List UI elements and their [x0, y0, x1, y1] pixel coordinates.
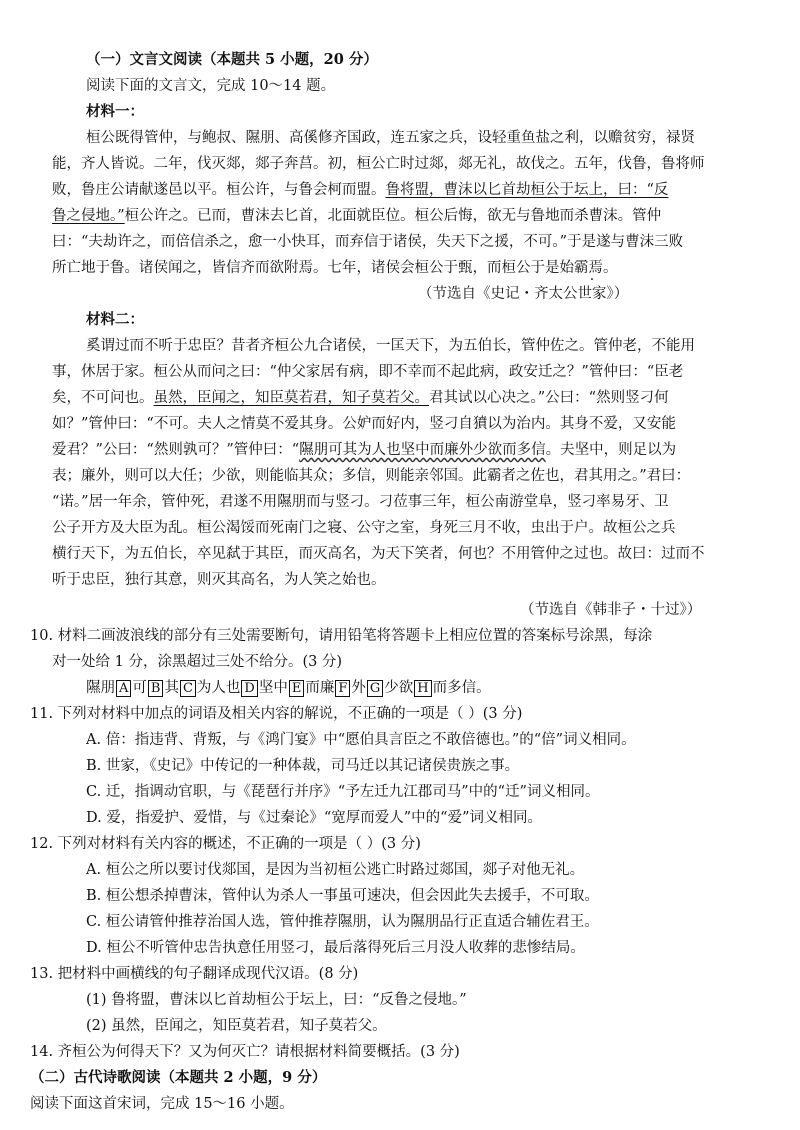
section1-heading: （一）文言文阅读（本题共 5 小题，20 分）: [86, 51, 378, 68]
break-mark-f[interactable]: F: [335, 680, 350, 697]
break-mark-c[interactable]: C: [180, 680, 196, 697]
material1-label: 材料一：: [86, 103, 144, 120]
material1-line: 能，齐人皆说。二年，伐灭郯，郯子奔莒。初，桓公亡时过郯，郯无礼，故伐之。五年，伐鲁，鲁将师: [52, 156, 705, 172]
material2-line: 奚谓过而不听于忠臣？昔者齐桓公九合诸侯，一匡天下，为五伯长，管仲佐之。管仲老，不能用: [86, 338, 695, 354]
material1-line: 所亡地于鲁。诸侯闻之，皆信齐而欲附焉。七年，诸侯会桓公于甄，而桓公于是始霸焉。: [52, 260, 618, 276]
q10-segment: 坚中: [258, 680, 288, 696]
break-mark-h[interactable]: H: [414, 680, 431, 697]
material2-line: [52, 440, 676, 460]
break-mark-b[interactable]: B: [148, 680, 164, 697]
q10-segment: 隰朋: [86, 680, 115, 696]
q10-segment: 少欲: [384, 680, 414, 696]
q10-stem: 10. 材料二画波浪线的部分有三处需要断句，请用铅笔将答题卡上相应位置的答案标号涂黑，每涂: [30, 628, 653, 644]
underlined-sentence: 鲁之侵地。”: [52, 208, 125, 224]
q10-stem: 对一处给 1 分，涂黑超过三处不给分。(3 分): [52, 654, 343, 670]
source-text: （节选自《史记・齐太公: [418, 286, 578, 302]
material2-label: 材料二：: [86, 311, 144, 328]
dotted-word: 世家: [577, 286, 607, 302]
q11-option-d[interactable]: D. 爱，指爱护、爱惜，与《过秦论》“宽厚而爱人”中的“爱”词义相同。: [86, 810, 542, 826]
q14-stem: 14. 齐桓公为何得天下？又为何灭亡？请根据材料简要概括。(3 分): [30, 1044, 460, 1060]
material1-line: [52, 180, 668, 200]
material2-text: 矣，不可问也。: [52, 390, 154, 406]
material2-line: 事，休居于家。桓公从而问之曰：“仲父家居有病，即不幸而不起此病，政安迁之？”管仲曰：“臣老: [52, 364, 684, 380]
material1-text: 桓公许之。已而，曹沫去匕首，北面就臣位。桓公后悔，欲无与鲁地而杀曹沫。管仲: [124, 208, 662, 224]
material2-text: 君其试以心决之。”公曰：“然则竖刁何: [429, 390, 669, 406]
material2-text: 爱君？”公曰：“然则孰可？”管仲曰：“: [52, 442, 300, 458]
material2-line: 横行天下，为五伯长，卒见弑于其臣，而灭高名，为天下笑者，何也？不用管仲之过也。故曰：过而不: [52, 546, 705, 562]
q10-segment: 其: [164, 680, 179, 696]
q12-option-a[interactable]: A. 桓公之所以要讨伐郯国，是因为当初桓公逃亡时路过郯国，郯子对他无礼。: [86, 862, 585, 878]
material2-source: （节选自《韩非子・十过》）: [520, 602, 702, 618]
material1-line: 桓公既得管仲，与鲍叔、隰朋、高傒修齐国政，连五家之兵，设轻重鱼盐之利，以赡贫穷，禄贤: [86, 130, 695, 146]
material2-line: [52, 388, 669, 408]
q12-option-c[interactable]: C. 桓公请管仲推荐治国人选，管仲推荐隰朋，认为隰朋品行正直适合辅佐君王。: [86, 914, 599, 930]
material1-source: [418, 284, 628, 304]
q12-option-d[interactable]: D. 桓公不听管仲忠告执意任用竖刁，最后落得死后三月没人收葬的悲惨结局。: [86, 940, 585, 956]
break-mark-g[interactable]: G: [367, 680, 383, 697]
break-mark-d[interactable]: D: [241, 680, 257, 697]
underlined-sentence: 鲁将盟，曹沫以匕首劫桓公于坛上，曰：“反: [385, 182, 669, 198]
material2-line: “诺。”居一年余，管仲死，君遂不用隰朋而与竖刁。刁莅事三年，桓公南游堂阜，竖刁率易牙、卫: [52, 494, 669, 510]
section2-heading: （二）古代诗歌阅读（本题共 2 小题，9 分）: [30, 1069, 327, 1086]
section2-instruction: 阅读下面这首宋词，完成 15～16 小题。: [30, 1096, 294, 1112]
q10-segment: 为人也: [196, 680, 241, 696]
source-text: 》）: [606, 286, 629, 302]
q10-break-marks: [86, 678, 491, 698]
wavy-underlined-passage: 隰朋可其为人也坚中而廉外少欲而多信: [299, 442, 546, 458]
material2-line: 表；廉外，则可以大任；少欲，则能临其众；多信，则能亲邻国。此霸者之佐也，君其用之。”君曰：: [52, 468, 691, 484]
q11-stem: 11. 下列对材料中加点的词语及相关内容的解说，不正确的一项是（ ）(3 分): [30, 706, 523, 722]
break-mark-e[interactable]: E: [289, 680, 305, 697]
q12-option-b[interactable]: B. 桓公想杀掉曹沫，管仲认为杀人一事虽可速决，但会因此失去援手，不可取。: [86, 888, 599, 904]
material2-text: 。夫坚中，则足以为: [545, 442, 677, 458]
material1-line: [52, 206, 661, 226]
break-mark-a[interactable]: A: [116, 680, 131, 697]
q10-segment: 而廉: [305, 680, 335, 696]
q12-stem: 12. 下列对材料有关内容的概述，不正确的一项是（ ）(3 分): [30, 836, 421, 852]
q13-item-1: (1) 鲁将盟，曹沫以匕首劫桓公于坛上，曰：“反鲁之侵地。”: [86, 992, 467, 1008]
q10-segment: 而多信。: [432, 680, 491, 696]
section1-instruction: 阅读下面的文言文，完成 10～14 题。: [86, 78, 336, 94]
material1-text: 败，鲁庄公请献遂邑以平。桓公许，与鲁会柯而盟。: [52, 182, 386, 198]
q10-segment: 可: [132, 680, 147, 696]
material2-line: 听于忠臣，独行其意，则灭其高名，为人笑之始也。: [52, 572, 386, 588]
underlined-sentence: 虽然，臣闻之，知臣莫若君，知子莫若父。: [153, 390, 429, 406]
q10-segment: 外: [351, 680, 366, 696]
material1-line: 曰：“夫劫许之，而倍信杀之，愈一小快耳，而弃信于诸侯，失天下之援，不可。”于是遂与曹沫三败: [52, 234, 684, 250]
q11-option-a[interactable]: A. 倍：指违背、背叛，与《鸿门宴》中“愿伯具言臣之不敢倍德也。”的“倍”词义相同。: [86, 732, 636, 748]
q11-option-b[interactable]: B. 世家，《史记》中传记的一种体裁，司马迁以其记诸侯贵族之事。: [86, 758, 520, 774]
q13-item-2: (2) 虽然，臣闻之，知臣莫若君，知子莫若父。: [86, 1018, 387, 1034]
q11-option-c[interactable]: C. 迁，指调动官职，与《琵琶行并序》“予左迁九江郡司马”中的“迁”词义相同。: [86, 784, 600, 800]
material2-line: 公子开方及大臣为乱。桓公渴馁而死南门之寝、公守之室，身死三月不收，虫出于户。故桓公之兵: [52, 520, 676, 536]
q13-stem: 13. 把材料中画横线的句子翻译成现代汉语。(8 分): [30, 966, 359, 982]
material2-line: 如？”管仲曰：“不可。夫人之情莫不爱其身。公妒而好内，竖刁自獖以为治内。其身不爱，又安能: [52, 416, 676, 432]
